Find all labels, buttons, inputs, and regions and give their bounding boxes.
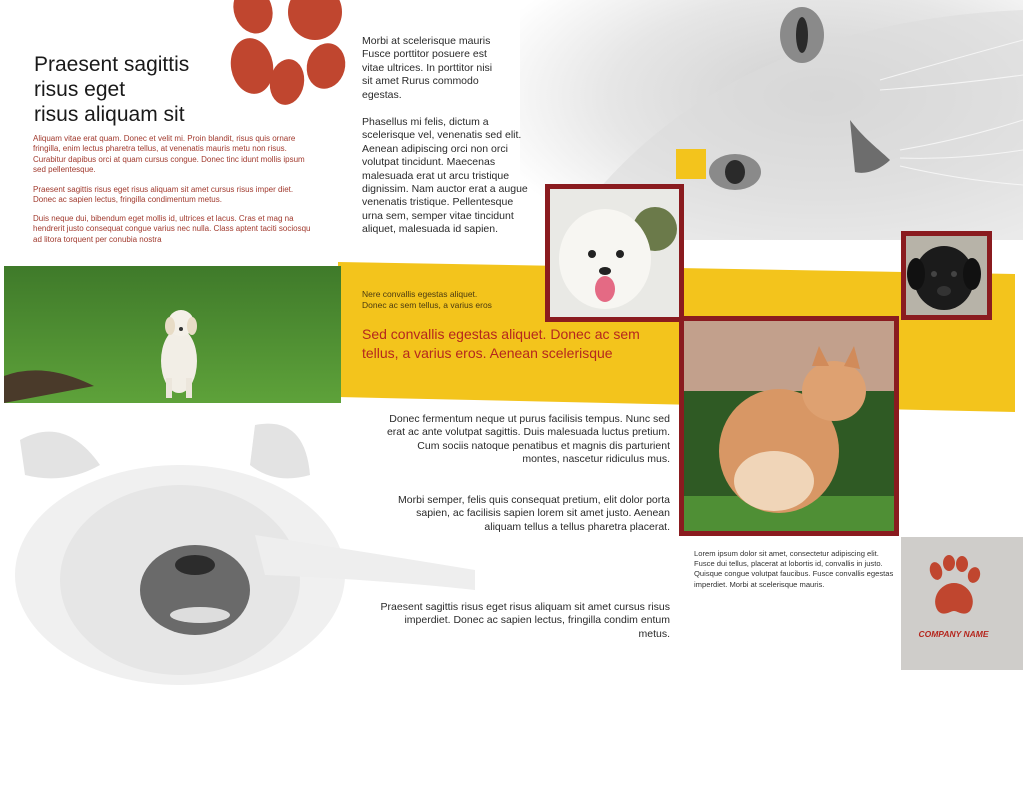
intro-paragraph-1: Aliquam vitae erat quam. Donec et velit mi. Proin blandit, risus quis ornare fringilla, enim lectus pharetra tellus, at venenatis mauris metu non risus. Curabitur dapibus orci at quam cursus congue. Donec tinc idunt mollis ipsum sed pellentesque. xyxy=(33,134,305,174)
paw-icon xyxy=(225,0,355,108)
paw-icon-small xyxy=(924,555,982,620)
yellow-band-small-text: Nere convallis egestas aliquet. Donec ac sem tellus, a varius eros xyxy=(362,289,492,310)
page-title xyxy=(34,52,244,127)
intro-paragraph-2: Praesent sagittis risus eget risus aliquam sit amet cursus risus imper diet. Donec ac sapien lectus, fringilla condimentum metus. xyxy=(33,185,294,205)
yellow-accent-square xyxy=(676,149,706,179)
body-paragraph-3: Praesent sagittis risus eget risus aliquam sit amet cursus risus imperdiet. Donec ac sapien lectus, fringilla condim entum metus. xyxy=(380,601,670,640)
body-paragraph-2: Morbi semper, felis quis consequat pretium, elit dolor porta sapien, ac facilisis sapien lorem sit amet justo. Aenean aliquam tellus a tellus pharetra placerat. xyxy=(398,494,670,533)
body-paragraph-1: Donec fermentum neque ut purus facilisis tempus. Nunc sed erat ac ante volutpat sagittis. Duis malesuada luctus pretium. Cum sociis natoque penatibus et magnis dis parturient montes, nascetur ridiculus mus. xyxy=(386,413,670,466)
title-line-3: risus aliquam sit xyxy=(34,103,185,126)
intro-paragraph-3: Duis neque dui, bibendum eget mollis id, ultrices et lacus. Cras et mag na hendrerit justo consequat congue varius nec nulla. Class aptent taciti sociosqu ad litora torquent per conubia nostra xyxy=(33,214,311,244)
column-paragraph-2: Phasellus mi felis, dictum a scelerisque vel, venenatis sed elit. Aenean adipiscing orci non orci volutpat tincidunt. Maecenas malesuada erat ut arcu tristique dignissim. Nam auctor erat a augue venenatis tristique. Pellentesque urna sem, semper vitae tincidunt aliquet, malesuada id sapien. xyxy=(362,116,528,236)
title-line-2: risus eget xyxy=(34,78,126,101)
company-name: COMPANY NAME xyxy=(918,629,989,639)
white-puppy-photo xyxy=(545,184,684,322)
yellow-band-headline: Sed convallis egestas aliquet. Donec ac sem tellus, a varius eros. Aenean scelerisque xyxy=(362,326,640,361)
column-paragraph-1: Morbi at scelerisque mauris Fusce porttitor posuere est vitae ultrices. In porttitor nisi sit amet Rurus commodo egestas. xyxy=(362,35,493,101)
orange-cat-photo xyxy=(679,316,899,536)
title-line-1: Praesent sagittis xyxy=(34,53,190,76)
sidebar-small-text: Lorem ipsum dolor sit amet, consectetur adipiscing elit. Fusce dui tellus, placerat at lobortis id, convallis in justo. Quisque congue volutpat faucibus. Fusce convallis egestas imperdiet. Morbi at scelerisque mauris. xyxy=(694,549,894,589)
black-puppy-photo xyxy=(901,231,992,320)
labrador-photo xyxy=(4,266,341,403)
